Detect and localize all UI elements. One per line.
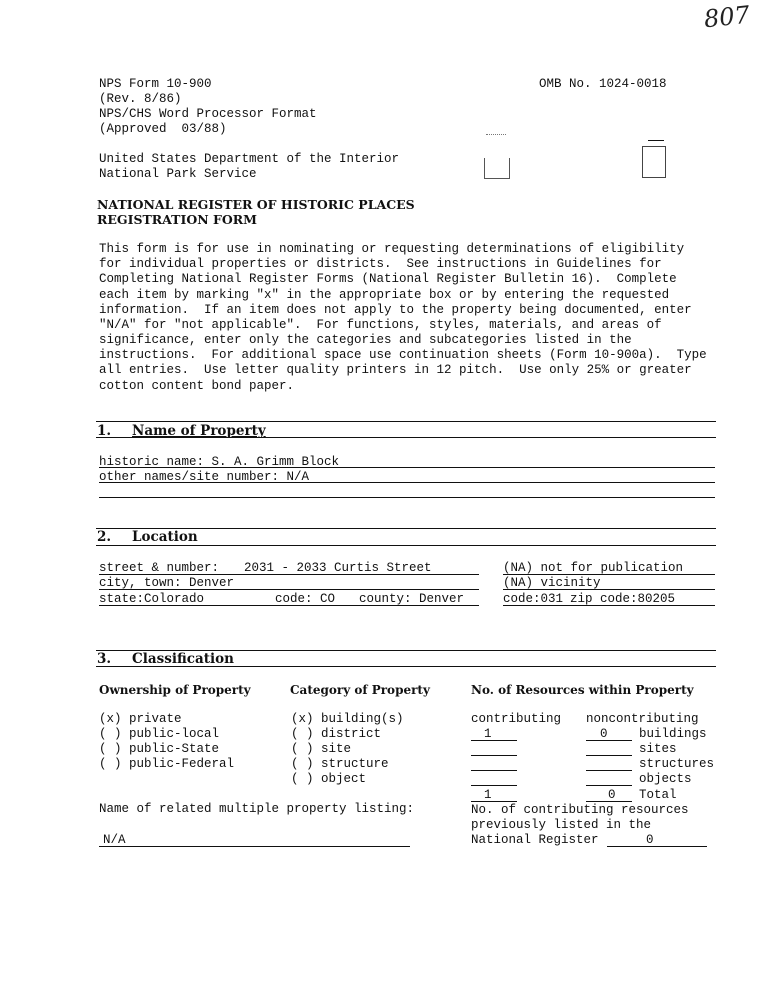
count-underline xyxy=(471,770,517,771)
ownership-option: ( ) public-Federal xyxy=(99,757,235,771)
field-underline xyxy=(99,589,479,590)
section1-number: 1. xyxy=(97,423,112,439)
instructions-line: significance, enter only the categories and subcategories listed in the xyxy=(99,333,632,347)
contributing-count: 1 xyxy=(484,727,492,741)
instructions-line: instructions. For additional space use continuation sheets (Form 10-900a). Type xyxy=(99,348,707,362)
county: county: Denver xyxy=(359,592,465,606)
count-underline xyxy=(586,785,632,786)
field-underline xyxy=(607,846,707,847)
field-underline xyxy=(99,482,715,483)
form-subtitle: REGISTRATION FORM xyxy=(97,212,257,227)
previously-listed-text: National Register xyxy=(471,833,599,847)
field-underline xyxy=(503,589,715,590)
resource-type: objects xyxy=(639,772,692,786)
zip-code: zip code:80205 xyxy=(570,592,676,606)
previously-listed-count: 0 xyxy=(646,833,654,847)
vicinity: (NA) vicinity xyxy=(503,576,601,590)
instructions-line: This form is for use in nominating or requesting determinations of eligibility xyxy=(99,242,685,256)
instructions-line: "N/A" for "not applicable". For functions, styles, materials, and areas of xyxy=(99,318,662,332)
other-names: other names/site number: N/A xyxy=(99,470,310,484)
previously-listed-text: No. of contributing resources xyxy=(471,803,689,817)
contributing-total: 1 xyxy=(484,788,492,802)
street-label: street & number: xyxy=(99,561,220,575)
instructions-line: all entries. Use letter quality printers in 12 pitch. Use only 25% or greater xyxy=(99,363,692,377)
section-rule xyxy=(96,545,716,546)
form-revision: (Rev. 8/86) xyxy=(99,92,182,106)
count-underline xyxy=(471,740,517,741)
handwritten-page-number: 807 xyxy=(702,0,752,34)
previously-listed-text: previously listed in the xyxy=(471,818,652,832)
section-rule xyxy=(96,437,716,438)
section2-heading: Location xyxy=(132,529,198,545)
state-code: code: CO xyxy=(275,592,336,606)
field-underline xyxy=(99,497,715,498)
omb-number: OMB No. 1024-0018 xyxy=(539,77,667,91)
instructions-line: information. If an item does not apply to the property being documented, enter xyxy=(99,303,692,317)
category-option: ( ) structure xyxy=(291,757,389,771)
section3-number: 3. xyxy=(97,651,112,667)
multiple-listing-label: Name of related multiple property listing: xyxy=(99,802,415,816)
form-title: NATIONAL REGISTER OF HISTORIC PLACES xyxy=(97,197,415,212)
form-format: NPS/CHS Word Processor Format xyxy=(99,107,317,121)
section-rule xyxy=(96,666,716,667)
resource-type: sites xyxy=(639,742,677,756)
category-option: ( ) object xyxy=(291,772,367,786)
count-underline xyxy=(471,755,517,756)
state: state:Colorado xyxy=(99,592,205,606)
resources-heading: No. of Resources within Property xyxy=(471,683,694,697)
noncontributing-label: noncontributing xyxy=(586,712,699,726)
category-option: (x) building(s) xyxy=(291,712,404,726)
instructions-line: cotton content bond paper. xyxy=(99,379,295,393)
not-for-publication: (NA) not for publication xyxy=(503,561,684,575)
form-approval: (Approved 03/88) xyxy=(99,122,227,136)
section3-heading: Classification xyxy=(132,651,234,667)
noncontributing-count: 0 xyxy=(600,727,608,741)
contributing-label: contributing xyxy=(471,712,562,726)
section2-number: 2. xyxy=(97,529,112,545)
count-underline xyxy=(586,740,632,741)
section1-heading: Name of Property xyxy=(132,423,266,439)
city-town: city, town: Denver xyxy=(99,576,235,590)
field-underline xyxy=(99,846,410,847)
field-underline xyxy=(503,574,715,575)
field-underline xyxy=(503,605,715,606)
instructions-line: Completing National Register Forms (National Register Bulletin 16). Complete xyxy=(99,272,677,286)
category-heading: Category of Property xyxy=(290,683,430,697)
instructions-line: each item by marking "x" in the appropriate box or by entering the requested xyxy=(99,288,670,302)
ownership-heading: Ownership of Property xyxy=(99,683,251,697)
ownership-option: ( ) public-State xyxy=(99,742,220,756)
agency-department: United States Department of the Interior xyxy=(99,152,400,166)
section-rule xyxy=(96,421,716,422)
historic-name: historic name: S. A. Grimm Block xyxy=(99,455,340,469)
count-underline xyxy=(471,785,517,786)
count-underline xyxy=(586,801,632,802)
field-underline xyxy=(99,605,479,606)
category-option: ( ) site xyxy=(291,742,352,756)
category-option: ( ) district xyxy=(291,727,382,741)
count-underline xyxy=(586,755,632,756)
noncontributing-total: 0 xyxy=(608,788,616,802)
count-underline xyxy=(586,770,632,771)
resource-type: structures xyxy=(639,757,715,771)
street-value: 2031 - 2033 Curtis Street xyxy=(244,561,432,575)
field-underline xyxy=(99,574,479,575)
resource-type: buildings xyxy=(639,727,707,741)
county-code: code:031 xyxy=(503,592,564,606)
form-number: NPS Form 10-900 xyxy=(99,77,212,91)
ownership-option: (x) private xyxy=(99,712,182,726)
resource-type: Total xyxy=(639,788,677,802)
field-underline xyxy=(99,467,715,468)
agency-service: National Park Service xyxy=(99,167,257,181)
instructions-line: for individual properties or districts. See instructions in Guidelines for xyxy=(99,257,662,271)
count-underline xyxy=(471,801,517,802)
multiple-listing-value: N/A xyxy=(103,833,126,847)
ownership-option: ( ) public-local xyxy=(99,727,220,741)
